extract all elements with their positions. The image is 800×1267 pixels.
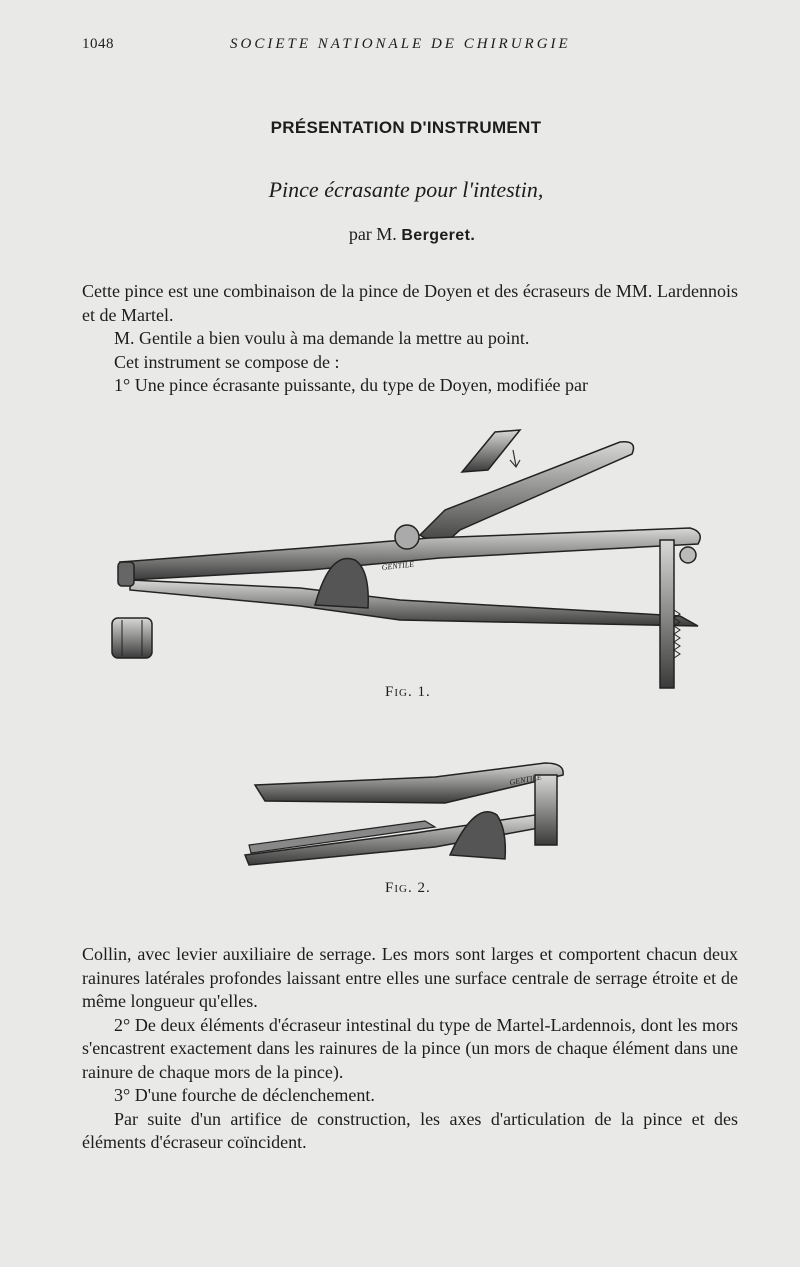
body-text bbox=[82, 943, 738, 1155]
article-title: Pince écrasante pour l'intestin, bbox=[268, 177, 544, 202]
section-title: PRÉSENTATION D'INSTRUMENT bbox=[270, 118, 542, 137]
page-number: 1048 bbox=[82, 36, 114, 52]
paragraph: 1° Une pince écrasante puissante, du type de Doyen, modifiée par bbox=[114, 375, 589, 395]
paragraph: 3° D'une fourche de déclenchement. bbox=[114, 1085, 375, 1105]
figure-2-caption: Fig. 2. bbox=[385, 880, 431, 896]
paragraph: Cet instrument se compose de : bbox=[114, 351, 340, 372]
paragraph: 2° De deux éléments d'écraseur intestinal du type de Martel-Lardennois, dont les mors s'encastrent exactement dans les rainures de la pince (un mors de chaque élément dans une rainure de chaque mors de la pince). bbox=[82, 1014, 738, 1082]
paragraph: Par suite d'un artifice de construction, les axes d'articulation de la pince et des éléments d'écraseur coïncident. bbox=[82, 1108, 738, 1152]
paragraph: M. Gentile a bien voulu à ma demande la mettre au point. bbox=[114, 328, 530, 348]
byline-author: Bergeret. bbox=[401, 227, 476, 244]
figure-2-illustration bbox=[235, 755, 595, 875]
figure-1-caption: Fig. 1. bbox=[385, 684, 431, 700]
byline-prefix: par M. bbox=[348, 224, 397, 244]
intro-text bbox=[82, 280, 738, 398]
paragraph: Cette pince est une combinaison de la pince de Doyen et des écraseurs de MM. Lardennois et de Martel. bbox=[82, 281, 738, 325]
figure-1-illustration bbox=[100, 420, 720, 700]
journal-title: SOCIETE NATIONALE DE CHIRURGIE bbox=[230, 36, 571, 52]
paragraph: Collin, avec levier auxiliaire de serrage. Les mors sont larges et comportent chacun deux rainures latérales profondes laissant entre elles une surface centrale de serrage étroite et de même longueur qu'elles. bbox=[82, 944, 738, 1011]
figure-1-engraving: GENTILE bbox=[381, 559, 415, 572]
figure-2-engraving: GENTILE bbox=[508, 772, 543, 787]
byline bbox=[0, 224, 800, 245]
